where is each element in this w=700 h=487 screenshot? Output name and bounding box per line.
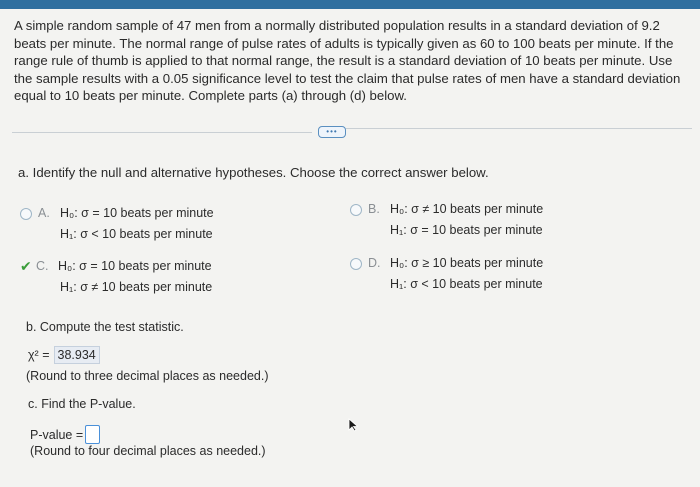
radio-icon[interactable]: [350, 204, 362, 216]
null-hypothesis: H₀: σ ≠ 10 beats per minute: [390, 202, 544, 216]
p-value-row: [30, 425, 100, 444]
option-a[interactable]: [20, 203, 214, 245]
alternative-hypothesis: H₁: σ < 10 beats per minute: [390, 277, 543, 291]
option-c[interactable]: [20, 256, 212, 298]
alternative-hypothesis: H₁: σ = 10 beats per minute: [390, 223, 543, 237]
divider: [12, 132, 312, 133]
option-d[interactable]: [350, 253, 543, 295]
test-statistic-value[interactable]: 38.934: [54, 346, 100, 364]
null-hypothesis: H₀: σ = 10 beats per minute: [60, 206, 214, 220]
option-b[interactable]: [350, 199, 543, 241]
alternative-hypothesis: H₁: σ ≠ 10 beats per minute: [60, 280, 213, 294]
test-statistic-row: [28, 346, 100, 364]
option-letter: B.: [368, 202, 380, 216]
option-letter: A.: [38, 206, 50, 220]
part-c-title: c. Find the P-value.: [28, 397, 136, 411]
rounding-note: (Round to four decimal places as needed.): [30, 444, 266, 458]
alternative-hypothesis: H₁: σ < 10 beats per minute: [60, 227, 213, 241]
radio-icon[interactable]: [20, 208, 32, 220]
radio-icon[interactable]: [350, 258, 362, 270]
null-hypothesis: H₀: σ ≥ 10 beats per minute: [390, 256, 544, 270]
part-a-title: a. Identify the null and alternative hypotheses. Choose the correct answer below.: [18, 165, 489, 180]
more-button[interactable]: •••: [318, 126, 346, 138]
option-letter: C.: [36, 259, 49, 273]
p-value-input[interactable]: [85, 425, 100, 444]
option-letter: D.: [368, 256, 381, 270]
part-b-title: b. Compute the test statistic.: [26, 320, 184, 334]
rounding-note: (Round to three decimal places as needed.): [26, 369, 269, 383]
checkmark-icon: ✔: [20, 258, 32, 274]
problem-statement: A simple random sample of 47 men from a normally distributed population results in a standard deviation of 9.2 beats per minute. The normal range of pulse rates of adults is typically given as 60 to 100 beats per minute. If the range rule of thumb is applied to that normal range, the result is a standard deviation of 10 beats per minute. Use the sample results with a 0.05 significance level to test the claim that pulse rates of men have a standard deviation equal to 10 beats per minute. Complete parts (a) through (d) below.: [14, 18, 681, 104]
test-statistic-label: χ² =: [28, 348, 50, 362]
divider: [346, 128, 692, 129]
top-bar: [0, 0, 700, 9]
mouse-cursor-icon: [348, 418, 360, 432]
p-value-label: P-value =: [30, 427, 84, 442]
null-hypothesis: H₀: σ = 10 beats per minute: [58, 259, 212, 273]
